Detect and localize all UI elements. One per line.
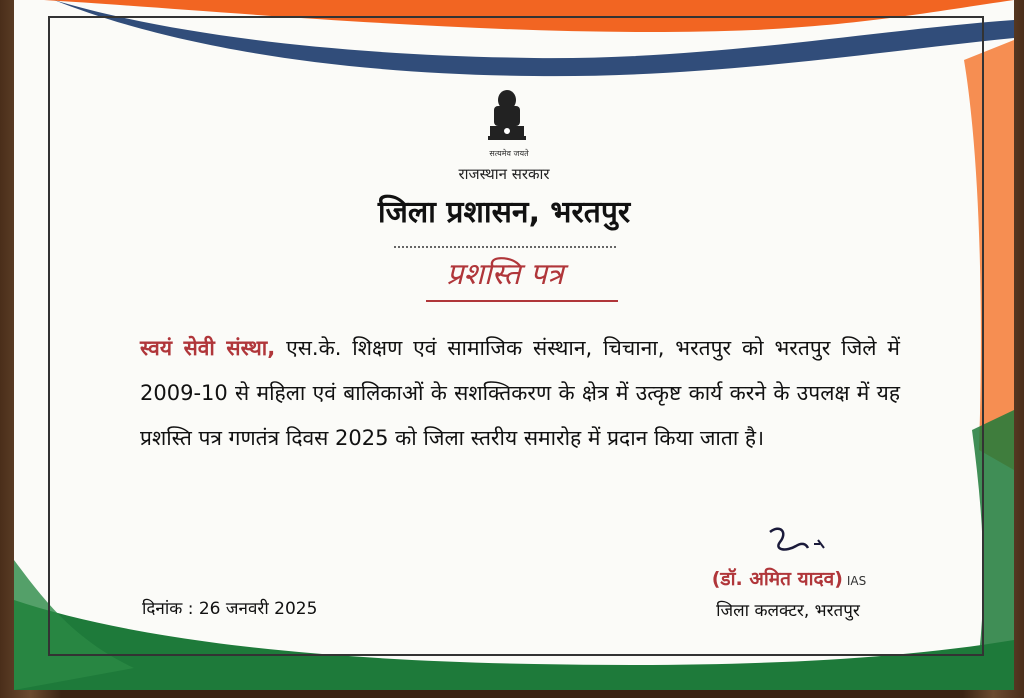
ashoka-emblem-icon: [482, 86, 532, 156]
signatory-designation: जिला कलक्टर, भरतपुर: [716, 601, 860, 621]
body-highlight: स्वयं सेवी संस्था,: [140, 336, 276, 360]
office-title: जिला प्रशासन, भरतपुर: [377, 195, 631, 230]
heading-underline: [426, 300, 618, 302]
divider-top: [394, 246, 616, 248]
signatory-name: (डॉ. अमित यादव): [711, 568, 843, 590]
emblem-motto: सत्यमेव जयते: [489, 149, 529, 158]
signatory-name-line: [674, 565, 904, 591]
issue-date: दिनांक : 26 जनवरी 2025: [142, 599, 318, 619]
body-text: एस.के. शिक्षण एवं सामाजिक संस्थान, चिचाना, भरतपुर को भरतपुर जिले में 2009-10 से महिला एवं बालिकाओं के सशक्तिकरण के क्षेत्र में उत्कृष्ट कार्य करने के उपलक्ष में यह प्रशस्ति पत्र गणतंत्र दिवस 2025 को जिला स्तरीय समारोह में प्रदान किया जाता है।: [140, 336, 900, 450]
signature-icon: [762, 522, 832, 558]
certificate-heading: प्रशस्ति पत्र: [446, 257, 564, 292]
signatory-suffix: IAS: [846, 574, 867, 588]
certificate-body: [140, 326, 900, 461]
certificate-paper: [14, 0, 1014, 690]
government-name: राजस्थान सरकार: [458, 165, 550, 183]
